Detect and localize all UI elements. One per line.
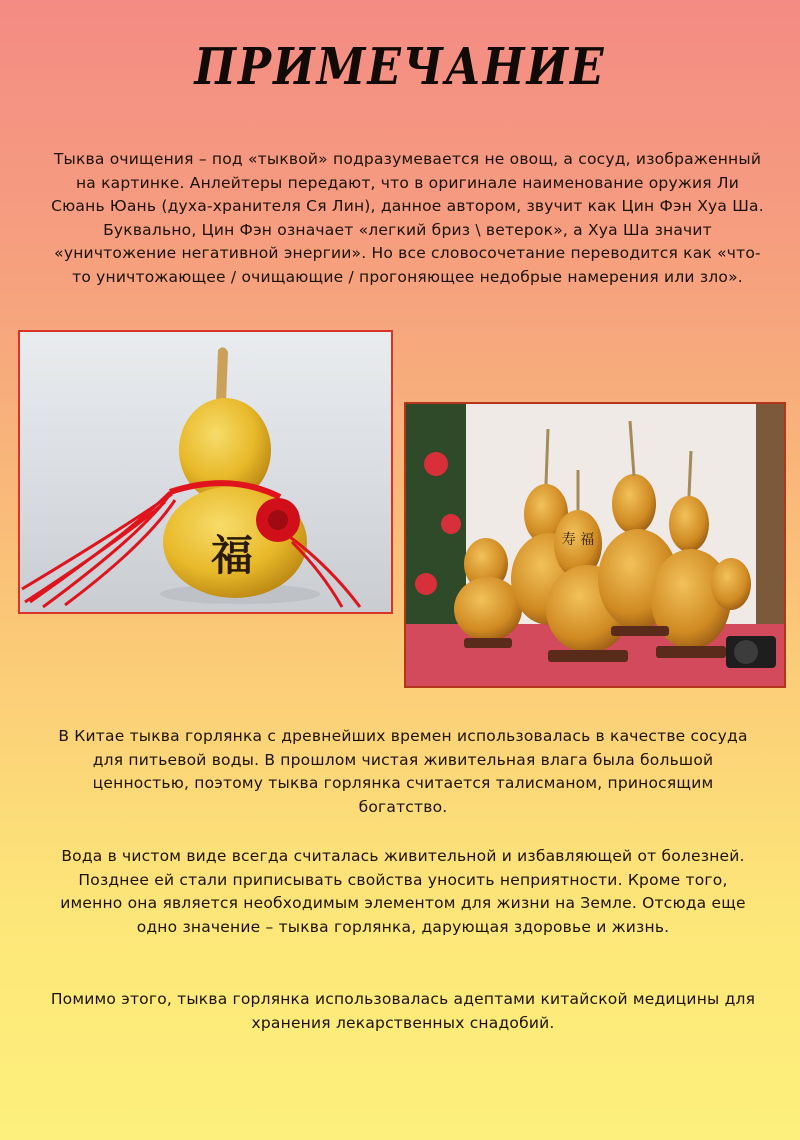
paragraph-wealth: В Китае тыква горлянка с древнейших времен использовалась в качестве сосуда для питьевой воды. В прошлом чистая живительная влага была большой ценностью, поэтому тыква горлянка считается талисманом, приносящим богатство.: [58, 727, 748, 816]
gourd-stem: [216, 347, 228, 402]
carved-gourds-illustration: [406, 404, 784, 686]
gourd-talisman-photo: [18, 330, 393, 614]
paragraph-weapon-note: Тыква очищения – под «тыквой» подразумевается не овощ, а сосуд, изображенный на картинке. Анлейтеры передают, что в оригинале наименование оружия Ли Сюань Юань (духа-хранителя Ся Лин), данное автором, звучит как Цин Фэн Хуа Ша. Буквально, Цин Фэн означает «легкий бриз \ ветерок», а Хуа Ша значит «уничтожение негативной энергии». Но все словосочетание переводится как «что-то уничтожающее / очищающие / прогоняющее недобрые намерения или зло».: [51, 150, 764, 286]
fu-character: 福: [210, 531, 254, 580]
page-title: ПРИМЕЧАНИЕ: [194, 38, 606, 97]
gourd-talisman-illustration: [20, 332, 391, 612]
gourd-inscription: 寿 福: [561, 532, 595, 548]
paragraph-health: Вода в чистом виде всегда считалась живительной и избавляющей от болезней. Позднее ей стали приписывать свойства уносить неприятности. Кроме того, именно она является необходимым элементом для жизни на Земле. Отсюда еще одно значение – тыква горлянка, дарующая здоровье и жизнь.: [60, 847, 746, 936]
paragraph-medicine: Помимо этого, тыква горлянка использовалась адептами китайской медицины для хранения лекарственных снадобий.: [50, 990, 756, 1032]
carved-gourds-photo: [404, 402, 786, 688]
